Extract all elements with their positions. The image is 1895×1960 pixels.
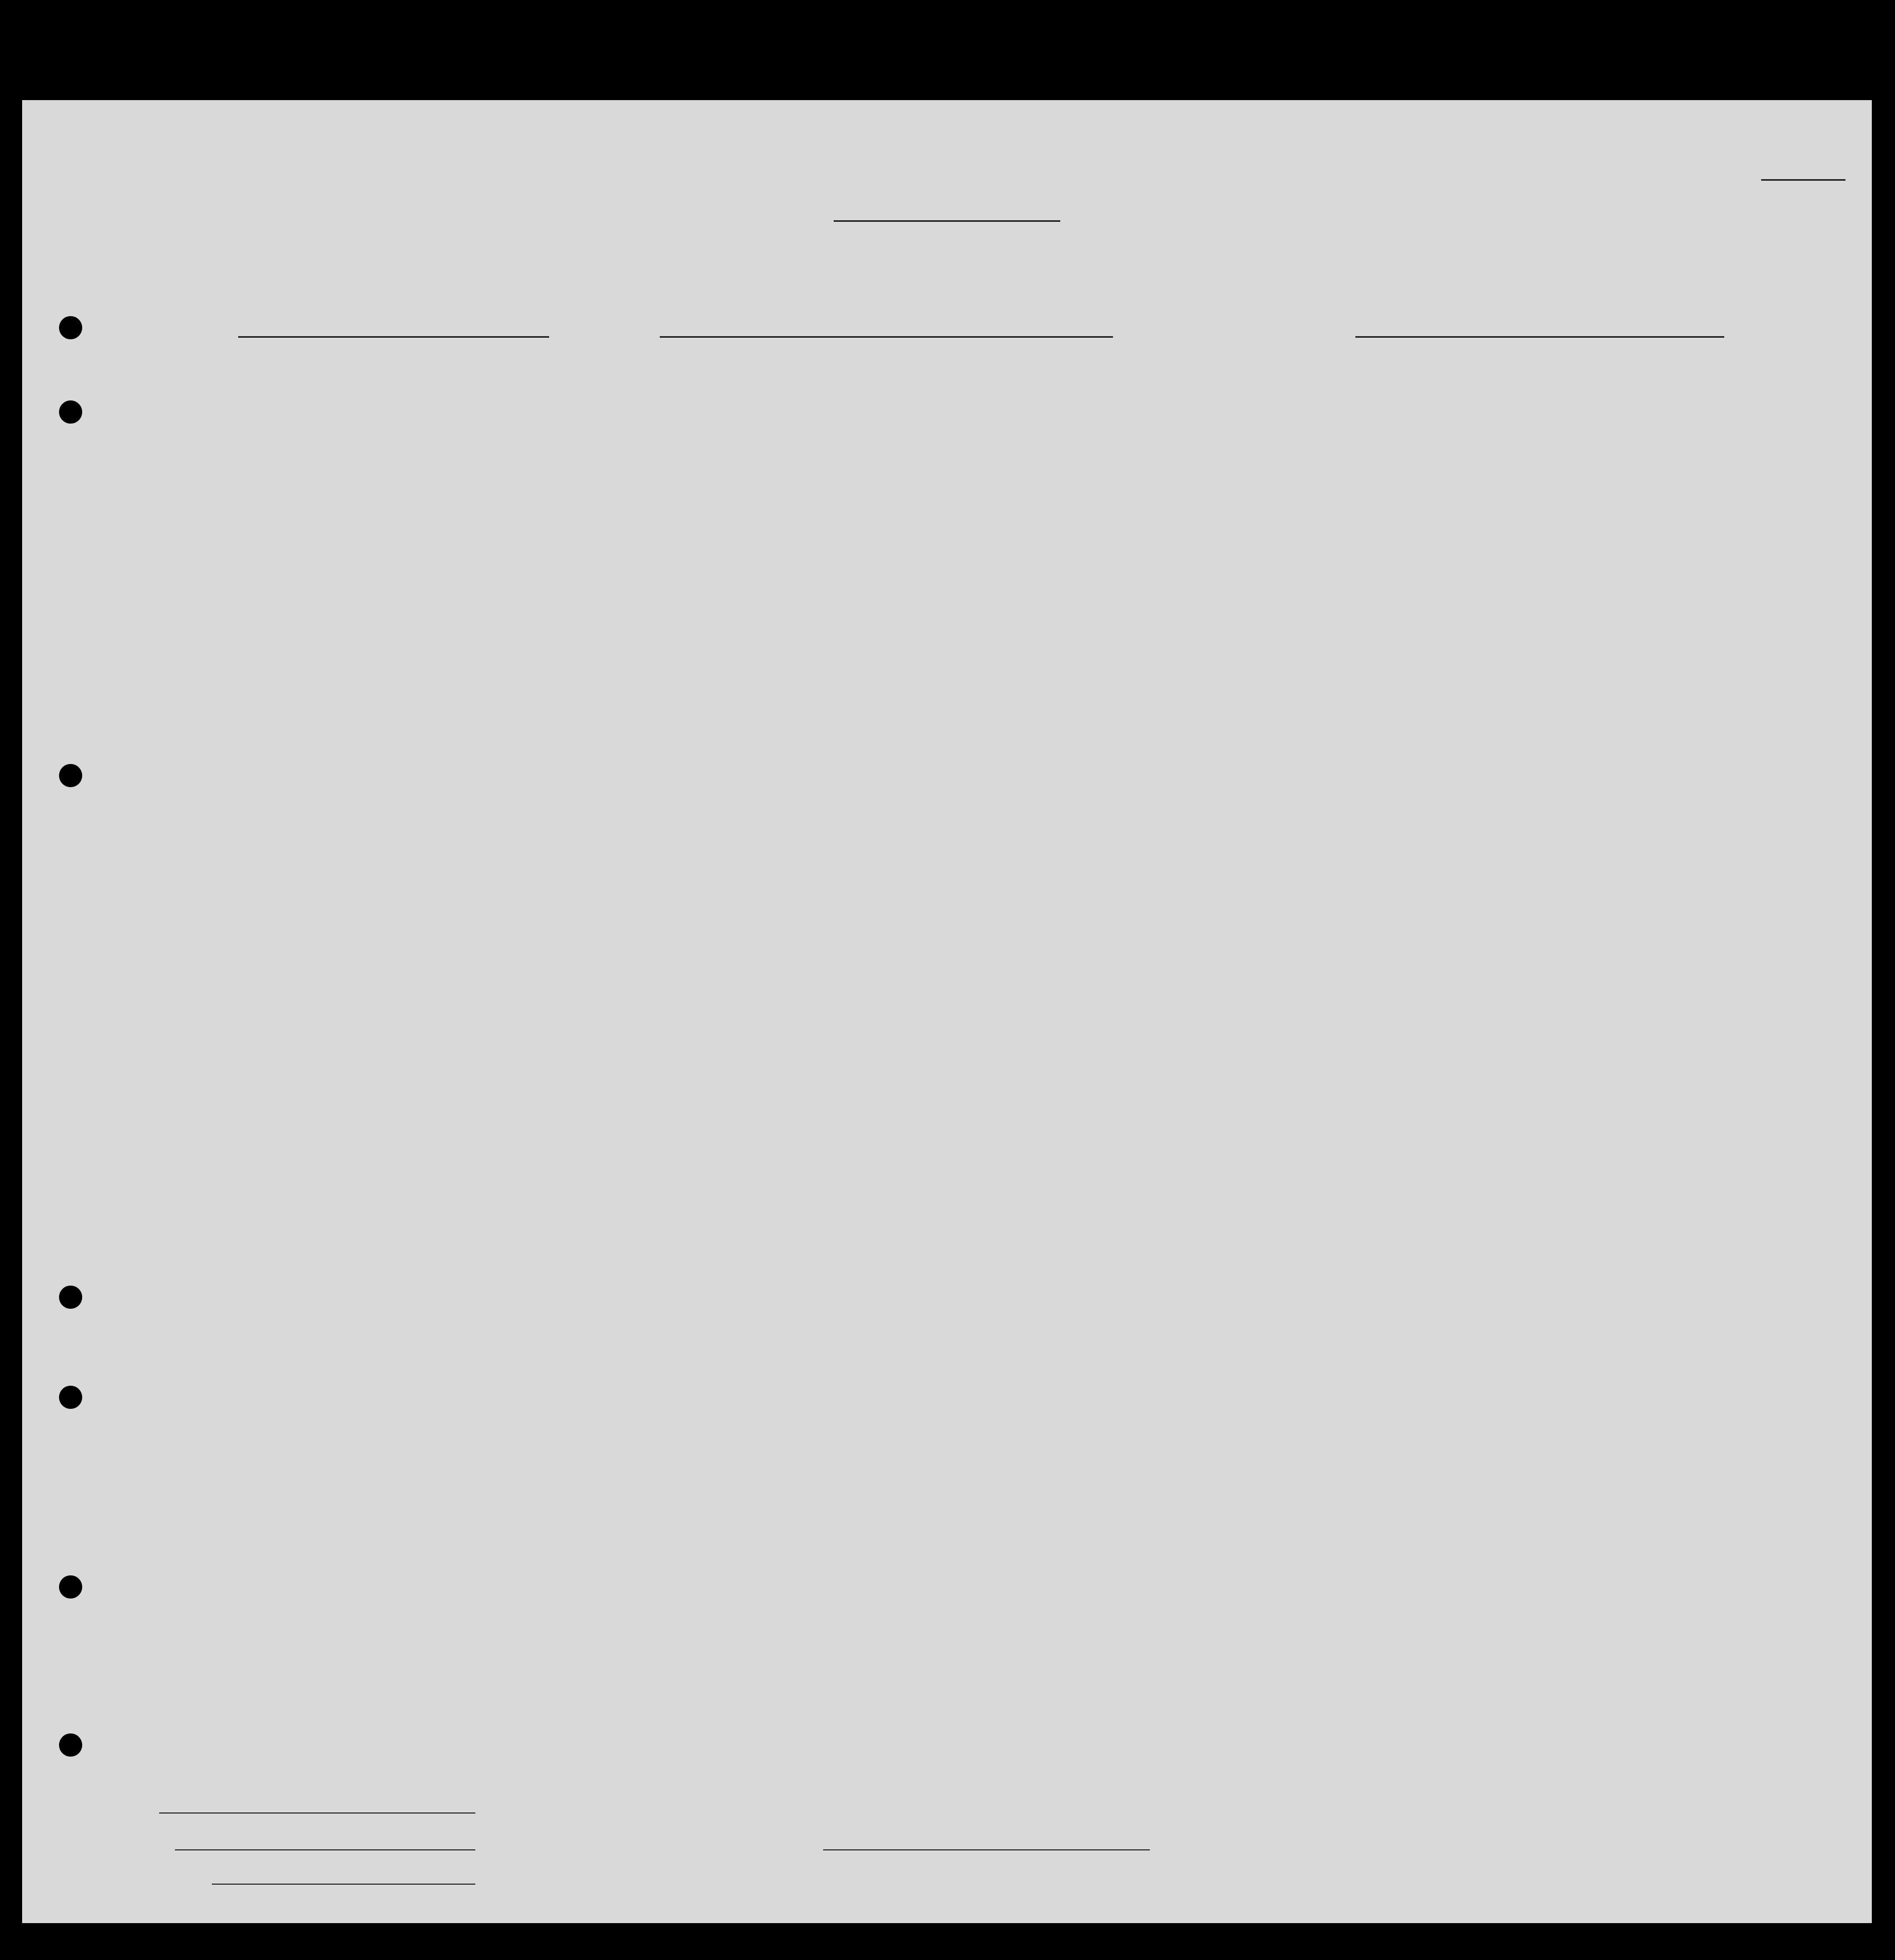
arriving-underline (660, 336, 1113, 338)
title-underline (834, 220, 1060, 222)
punch-hole (59, 764, 82, 787)
owners-underline (175, 1849, 475, 1850)
punch-hole (59, 316, 82, 339)
line-underline (159, 1812, 475, 1814)
sheet-underline (1761, 179, 1845, 181)
punch-hole (59, 1386, 82, 1409)
manifest-page (22, 100, 1872, 1923)
punch-hole (59, 1733, 82, 1757)
punch-hole (59, 1575, 82, 1599)
agents-underline (212, 1884, 475, 1885)
signature-underline (823, 1849, 1150, 1850)
vessel-underline (238, 336, 549, 338)
from-underline (1355, 336, 1724, 338)
punch-hole (59, 400, 82, 424)
punch-hole (59, 1286, 82, 1309)
